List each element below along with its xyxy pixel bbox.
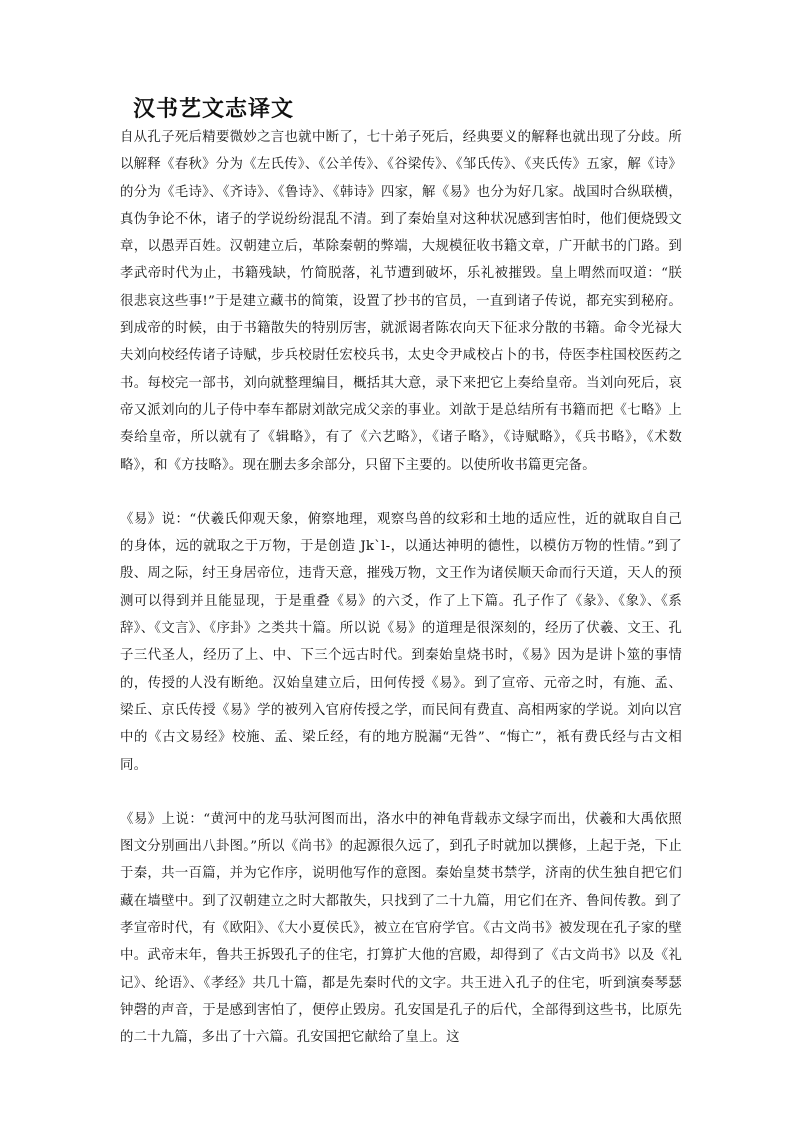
- paragraph-1: 自从孔子死后精要微妙之言也就中断了，七十弟子死后，经典要义的解释也就出现了分歧。所以解释《春秋》分为《左氏传》、《公羊传》、《谷梁传》、《邹氏传》、《夹氏传》五家，解《诗》的分为《毛诗》、《齐诗》、《鲁诗》、《韩诗》四家，解《易》也分为好几家。战国时合纵联横，真伪争论不休，诸子的学说纷纷混乱不清。到了秦始皇对这种状况感到害怕时，他们便烧毁文章，以愚弄百姓。汉朝建立后，革除秦朝的弊端，大规模征收书籍文章，广开献书的门路。到孝武帝时代为止，书籍残缺，竹简脱落，礼节遭到破坏，乐礼被摧毁。皇上喟然而叹道：“朕很悲哀这些事!”于是建立藏书的简策，设置了抄书的官员，一直到诸子传说，都充实到秘府。到成帝的时候，由于书籍散失的特别厉害，就派谒者陈农向天下征求分散的书籍。命令光禄大夫刘向校经传诸子诗赋，步兵校尉任宏校兵书，太史令尹咸校占卜的书，侍医李柱国校医药之书。每校完一部书，刘向就整理编目，概括其大意，录下来把它上奏给皇帝。当刘向死后，哀帝又派刘向的儿子侍中奉车都尉刘歆完成父亲的事业。刘歆于是总结所有书籍而把《七略》上奏给皇帝，所以就有了《辑略》，有了《六艺略》，《诸子略》，《诗赋略》，《兵书略》，《术数略》，和《方技略》。现在删去多余部分，只留下主要的。以使所收书篇更完备。: [120, 130, 682, 473]
- document-body: [120, 124, 682, 1079]
- paragraph-2: 《易》说：“伏羲氏仰观天象，俯察地理，观察鸟兽的纹彩和土地的适应性，近的就取自自己的身体，远的就取之于万物，于是创造 Jk`l-，以通达神明的德性，以模仿万物的性情。”到了殷、周之际，纣王身居帝位，违背天意，摧残万物，文王作为诸侯顺天命而行天道，天人的预测可以得到并且能显现，于是重叠《易》的六爻，作了上下篇。孔子作了《彖》、《象》、《系辞》、《文言》、《序卦》之类共十篇。所以说《易》的道理是很深刻的，经历了伏羲、文王、孔子三代圣人，经历了上、中、下三个远古时代。到秦始皇烧书时，《易》因为是讲卜筮的事情的，传授的人没有断绝。汉始皇建立后，田何传授《易》。到了宣帝、元帝之时，有施、孟、梁丘、京氏传授《易》学的被列入官府传授之学，而民间有费直、高相两家的学说。刘向以宫中的《古文易经》校施、孟、梁丘经，有的地方脱漏“无咎”、“悔亡”，衹有费氏经与古文相同。: [120, 511, 682, 773]
- paragraph-3: 《易》上说：“黄河中的龙马驮河图而出，洛水中的神龟背载赤文绿字而出，伏羲和大禹依照图文分别画出八卦图。”所以《尚书》的起源很久远了，到孔子时就加以撰修，上起于尧，下止于秦，共一百篇，并为它作序，说明他写作的意图。秦始皇焚书禁学，济南的伏生独自把它们藏在墙壁中。到了汉朝建立之时大都散失，只找到了二十九篇，用它们在齐、鲁间传教。到了孝宣帝时代，有《欧阳》、《大小夏侯氏》，被立在官府学官。《古文尚书》被发现在孔子家的壁中。武帝末年，鲁共王拆毁孔子的住宅，打算扩大他的宫殿，却得到了《古文尚书》以及《礼记》、纶语》、《孝经》共几十篇，都是先秦时代的文字。共王进入孔子的住宅，听到演奏琴瑟钟磬的声音，于是感到害怕了，便停止毁房。孔安国是孔子的后代，全部得到这些书，比原先的二十九篇，多出了十六篇。孔安国把它献给了皇上。这: [120, 811, 682, 1046]
- document-title: 汉书艺文志译文: [133, 96, 295, 122]
